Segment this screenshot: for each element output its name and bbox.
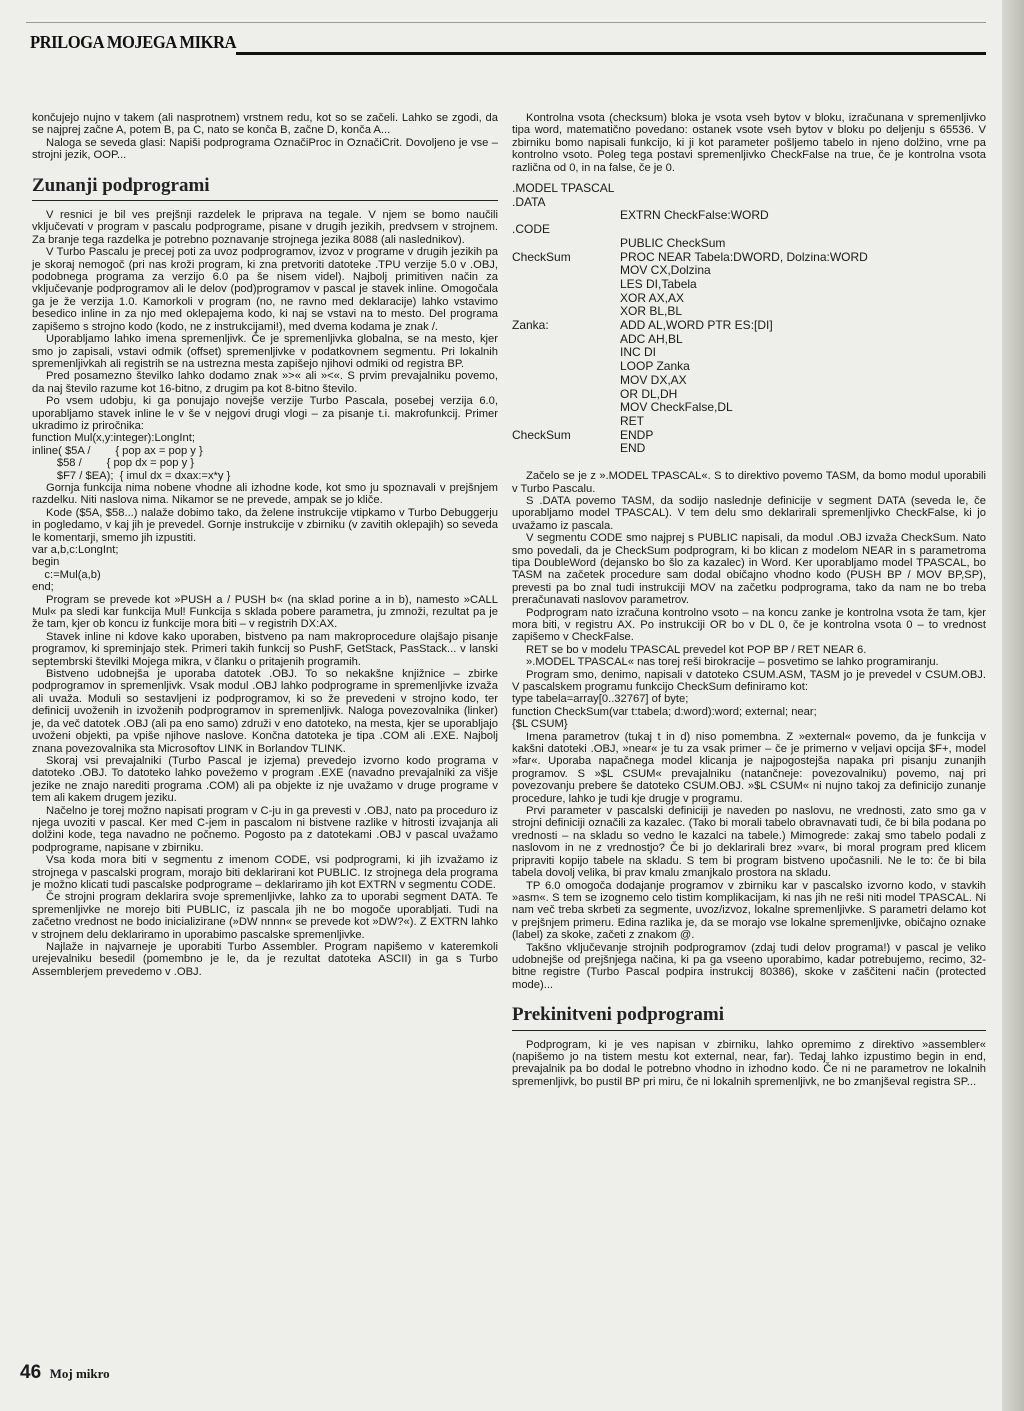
body-paragraph: Najlaže in najvarneje je uporabiti Turbo Assembler. Program napišemo v kateremkoli urejevalniku besedil (pomembno je le, da je rezultat datoteka ASCII) in ga s Turbo Assemblerjem prevedemo v .OBJ. [32, 941, 498, 978]
body-paragraph: Če strojni program deklarira svoje spremenljivke, lahko za to uporabi segment DATA. Te spremenljivke ne morejo biti PUBLIC, iz pascala jih ne bo mogoče uporabljati. Tudi na začetno vrednost ne bodo inicializirane (»DW nnnn« se prevede kot »DW?«). Z EXTRN lahko v strojnem delu deklariramo in uporabimo pascalske spremenljivke. [32, 891, 498, 941]
assembler-listing [512, 182, 986, 456]
asm-label: .CODE [512, 222, 551, 237]
body-paragraph: Imena parametrov (tukaj t in d) niso pomembna. Z »external« povemo, da je funkcija v kakšni datoteki .OBJ, »near« je tu za vsak primer – če je primerno v veljavi opcija $F+, model »far«. Uporaba napačnega model klicanja je najpogostejša napaka pri pisanju zunanjih programov. S »$L CSUM« prevajalniku (natančneje: povezovalniku) povemo, naj pri povezovanju prebere še datoteko CSUM.OBJ. »$L CSUM« ni nujno takoj za definicijo zunanje procedure, lahko je tudi kje drugje v programu. [512, 730, 986, 805]
asm-row [512, 196, 986, 210]
asm-instruction: MOV DX,AX [620, 372, 687, 387]
asm-label [512, 442, 620, 456]
body-paragraph: Skoraj vsi prevajalniki (Turbo Pascal je izjema) prevedejo izvorno kodo programa v datoteko .OBJ. To datoteko lahko povežemo v program .EXE (navadno prevajalniki za višje jezike ne znajo narediti programa .COM) ali pa objekte iz nje uvažamo v druge programe v tem ali kakem drugem jeziku. [32, 754, 498, 805]
asm-label: CheckSum [512, 249, 571, 264]
asm-instruction: PROC NEAR Tabela:DWORD, Dolzina:WORD [620, 249, 868, 264]
body-paragraph: Načelno je torej možno napisati program v C-ju in ga prevesti v .OBJ, nato pa proceduro iz njega uvoziti v pascal. Ker med C-jem in pascalom ni bistvene razlike v hitrosti izvajanja ali dolžini kode, tega navadno ne počnemo. Pogosto pa z datotekami .OBJ v pascal uvažamo podprograme, napisane v zbirniku. [32, 804, 498, 854]
asm-instruction: ADC AH,BL [620, 331, 683, 346]
asm-row [512, 360, 986, 374]
code-line: $58 / { pop dx = pop y } [32, 457, 195, 470]
body-paragraph: Podprogram, ki je ves napisan v zbirniku, lahko opremimo z direktivo »assembler« (napišemo jo na tistem mestu kot external, near, far). Tedaj lahko izpustimo begin in end, prevajalnik pa bo dodal le potrebno vhodno in izhodno kodo. Če ni ne parametrov ne lokalnih spremenljivk, bo pustil BP pri miru, če ni lokalnih spremenljivk, ne bo zmanjševal registra SP... [512, 1038, 986, 1088]
asm-row [512, 209, 986, 223]
asm-label: .DATA [512, 194, 546, 209]
asm-label [512, 237, 620, 251]
body-paragraph: Podprogram nato izračuna kontrolno vsoto – na koncu zanke je kontrolna vsota že tam, kjer mora biti, v registru AX. Po instrukciji OR bo v DL 0, če je kontrolna vsota 0 – to vrednost zapišemo v CheckFalse. [512, 606, 986, 644]
asm-instruction: OR DL,DH [620, 386, 678, 401]
asm-row [512, 305, 986, 319]
page-footer [20, 1362, 110, 1384]
asm-row [512, 429, 986, 443]
asm-label: .MODEL TPASCAL [512, 181, 615, 196]
asm-row [512, 333, 986, 347]
body-paragraph: Prvi parameter v pascalski definiciji je naveden po naslovu, ne vrednosti, zato smo ga v strojni definiciji označili za kazalec. (Tako bi morali tabelo obravnavati tudi, če bi bila podana po vrednosti – na skladu so vedno le kazalci na tabele.) Mimogrede: zakaj smo tabelo podali z naslovom in ne z vrednostjo? Če bi jo deklarirali brez »var«, bi moral program pred klicem pripraviti kopijo tabele na skladu. S tem bi program bistveno upočasnili. Ne le to: če bi bila tabela dovolj velika, bi prav kmalu zmanjkalo prostora na skladu. [512, 805, 986, 880]
asm-instruction: INC DI [620, 345, 656, 360]
asm-label [512, 388, 620, 402]
page-binding-edge [1002, 0, 1024, 1411]
body-paragraph: Kode ($5A, $58...) nalaže dobimo tako, da želene instrukcije vtipkamo v Turbo Debuggerju in pogledamo, v kaj jih je prevedel. Gornje instrukcije v zbirniku (v zavitih oklepajih) so seveda le komentarji, smemo jih izpustiti. [32, 506, 498, 544]
body-paragraph: S .DATA povemo TASM, da sodijo naslednje definicije v segment DATA (seveda le, če uporabljamo model TPASCAL). V tem delu smo deklarirali spremenljivko CheckFalse, ki jo uvažamo iz pascala. [512, 494, 986, 532]
body-paragraph: Pred posamezno številko lahko dodamo znak »>« ali »<«. S prvim prevajalniku povemo, da naj število razume kot 16-bitno, z drugim pa kot 8-bitno število. [32, 370, 498, 395]
body-paragraph: Bistveno udobnejša je uporaba datotek .OBJ. To so nekakšne knjižnice – zbirke podprogramov in spremenljivk. Vsak modul .OBJ lahko podprograme in spremenljivke izvaža ali uvaža. Moduli so sestavljeni iz podprogramov, ki so že prevedeni v strojno kodo, ter definicij uvoženih in izvoženih podprogramov in spremenljivk. Naloga povezovalnika (linker) je, da več datotek .OBJ (ali pa eno samo) združi v eno datoteko, na mesta, kjer se uporabljajo uvoženi objekti, pa vpiše njihove naslove. Končna datoteka je tipa .COM ali .EXE. Najbolj znana povezovalnika sta Microsoftov LINK in Borlandov TLINK. [32, 668, 498, 755]
code-line: c:=Mul(a,b) [32, 568, 101, 581]
code-listing-pascal [512, 693, 986, 730]
body-paragraph: Po vsem udobju, ki ga ponujajo novejše verzije Turbo Pascala, posebej verzija 6.0, uporabljamo stavek inline le v še v nejgovi drugi vlogi – za pisanje t.i. makrofunkcij. Primer ukradimo iz priročnika: [32, 395, 498, 432]
asm-label: Zanka: [512, 318, 549, 333]
asm-label [512, 278, 620, 292]
left-intro-paragraph: Naloga se seveda glasi: Napiši podprograma OznačiProc in OznačiCrit. Dovoljeno je vse – strojni jezik, OOP... [32, 136, 498, 162]
code-line: {$L CSUM} [512, 718, 568, 731]
asm-instruction: MOV CX,Dolzina [620, 263, 711, 278]
code-line: end; [32, 581, 54, 594]
section-title: Prekinitveni podprogrami [512, 1004, 725, 1026]
asm-row [512, 319, 986, 333]
asm-label [512, 360, 620, 374]
asm-instruction: LOOP Zanka [620, 359, 690, 374]
body-paragraph: Vsa koda mora biti v segmentu z imenom CODE, vsi podprogrami, ki jih izvažamo iz strojnega v pascalski program, morajo biti deklarirani kot PUBLIC. Iz strojnega dela programa je možno klicati tudi pascalske podprograme – deklariramo jih kot EXTRN v segmentu CODE. [32, 854, 498, 891]
asm-instruction: XOR AX,AX [620, 290, 685, 305]
asm-instruction: PUBLIC CheckSum [620, 235, 726, 250]
asm-instruction: LES DI,Tabela [620, 276, 697, 291]
asm-row [512, 292, 986, 306]
code-line: var a,b,c:LongInt; [32, 544, 119, 556]
asm-row [512, 415, 986, 429]
header-title: PRILOGA MOJEGA MIKRA [30, 32, 237, 52]
asm-label [512, 305, 620, 319]
section-heading-external [32, 174, 498, 201]
asm-instruction: EXTRN CheckFalse:WORD [620, 208, 769, 223]
left-intro-paragraph: končujejo nujno v takem (ali nasprotnem) vrstnem redu, kot so se začeli. Lahko se zgodi, da se najprej začne A, potem B, pa C, nato se konča B, začne D, konča A... [32, 112, 498, 137]
header-rule [236, 52, 986, 55]
asm-instruction: ADD AL,WORD PTR ES:[DI] [620, 318, 773, 333]
asm-row [512, 346, 986, 360]
asm-row [512, 223, 986, 237]
body-paragraph: V Turbo Pascalu je precej poti za uvoz podprogramov, izvoz v programe v drugih jezikih pa je skoraj nemogoč (pri nas kroži program, ki zna pretvoriti datoteke .TPU verzije 5.0 v .OBJ, podobnega programa za verzijo 6.0 pa še nisem videl). Najbolj primitiven način za vključevanje podprogramov ali le delov (pod)programov v pascal je stavek inline. Omogočala ga je že verzija 1.0. Kamorkoli v program (no, ne ravno med deklaracije) lahko vstavimo besedico inline in za njo med oklepajema kodo, ki naj se vstavi na to mesto. Del programa zapišemo s strojno kodo (kodo, ne z instrukcijami!), med dvema kodama je znak /. [32, 246, 498, 333]
body-paragraph: Program smo, denimo, napisali v datoteko CSUM.ASM, TASM jo je prevedel v CSUM.OBJ. V pascalskem programu funkcijo CheckSum definiramo kot: [512, 668, 986, 693]
right-column [512, 112, 986, 1088]
asm-label [512, 209, 620, 223]
asm-label [512, 292, 620, 306]
body-paragraph: Program se prevede kot »PUSH a / PUSH b« (na sklad porine a in b), namesto »CALL Mul« pa sledi kar funkcija Mul! Funkcija s sklada pobere parametra, ju zmnoži, rezultat pa je že tam, kjer ob koncu iz funkcije mora biti – v registrih DX:AX. [32, 593, 498, 631]
publication-name: Moj mikro [49, 1366, 110, 1381]
body-paragraph: TP 6.0 omogoča dodajanje programov v zbirniku kar v pascalsko izvorno kodo, v stavkih »asm«. S tem se izognemo celo tistim komplikacijam, ki nas jih ne reši niti model TPASCAL. Ni nam več treba skrbeti za segmente, uvoz/izvoz, lokalne spremenljivke. S parametri delamo kot v prejšnjem primeru. Edina razlika je, da se morajo vse lokalne spremenljivke, običajno oznake (label) za skoke, začeti z znakom @. [512, 879, 986, 942]
asm-label [512, 264, 620, 278]
body-paragraph: V resnici je bil ves prejšnji razdelek le priprava na tegale. V njem se bomo naučili vključevati v program v pascalu podprograme, pisane v drugih jezikih, predvsem v strojnem. Za branje tega razdelka je potrebno poznavanje strojnega jezika 8088 (ali naslednikov). [32, 209, 498, 246]
code-line: $F7 / $EA); { imul dx = dxax:=x*y } [32, 469, 231, 482]
asm-instruction: END [620, 441, 646, 456]
asm-instruction [620, 223, 986, 237]
asm-row [512, 278, 986, 292]
asm-instruction: XOR BL,BL [620, 304, 683, 319]
section-title: Zunanji podprogrami [32, 174, 210, 196]
code-line: type tabela=array[0..32767] of byte; [512, 693, 689, 706]
code-line: inline( $5A / { pop ax = pop y } [32, 444, 203, 457]
asm-instruction [620, 182, 986, 196]
body-paragraph: Takšno vključevanje strojnih podprogramov (zdaj tudi delov programa!) v pascal je veliko udobnejše od prejšnjega načina, ki pa ga vseeno uporabimo, kadar potrebujemo, recimo, 32-bitne registre (Turbo Pascal podpira instrukcij 80386), skoke v zaščiteni način (protected mode)... [512, 941, 986, 991]
page-header [26, 22, 986, 62]
asm-label [512, 333, 620, 347]
code-listing-inline [32, 432, 498, 482]
body-paragraph: V segmentu CODE smo najprej s PUBLIC napisali, da modul .OBJ izvaža CheckSum. Nato smo povedali, da je CheckSum podprogram, ki bo klican z modelom NEAR in s parametroma tipa DoubleWord (dejansko bo šlo za kazalec) in Word. Ker uporabljamo model TPASCAL, bo TASM na začetek procedure sam dodal običajno vhodno kodo (PUSH BP / MOV BP,SP), prevesti pa bo znal tudi instrukciji MOV na začetku podprograma, tako da nam ne bo treba preračunavati naslovov parametrov. [512, 532, 986, 607]
right-intro-paragraph: Kontrolna vsota (checksum) bloka je vsota vseh bytov v bloku, izračunana v spremenljivko tipa word, matematično povedano: ostanek vsote vseh bytov v bloku po deljenju s 65536. V zbirniku bomo napisali funkcijo, ki ji kot parameter pošljemo tabelo in njeno dolžino, vrne pa kontrolno vsoto. Poleg tega postavi spremenljivko CheckFalse na true, če je kontrolna vsota različna od 0, in na false, če je 0. [512, 112, 986, 174]
left-column [32, 112, 498, 978]
asm-label [512, 415, 620, 429]
code-line: function CheckSum(var t:tabela; d:word):word; external; near; [512, 705, 817, 718]
body-paragraph: RET se bo v modelu TPASCAL prevedel kot POP BP / RET NEAR 6. [526, 643, 867, 656]
asm-row [512, 442, 986, 456]
asm-row [512, 251, 986, 265]
asm-label [512, 346, 620, 360]
section-heading-interrupt [512, 1004, 986, 1030]
code-listing-mul [32, 544, 498, 594]
asm-row [512, 182, 986, 196]
code-line: begin [32, 556, 60, 569]
asm-row [512, 237, 986, 251]
asm-label [512, 374, 620, 388]
page-number: 46 [20, 1362, 42, 1383]
asm-row [512, 401, 986, 415]
body-paragraph: Stavek inline ni kdove kako uporaben, bistveno pa nam makroprocedure olajšajo pisanje programov, ki spreminjajo stek. Primeri takih funkcij so PushF, GetStack, PasStack... v lanski septembrski številki Mojega mikra, v članku o pritajenih programih. [32, 630, 498, 668]
body-paragraph: ».MODEL TPASCAL« nas torej reši birokracije – posvetimo se lahko programiranju. [526, 656, 939, 669]
asm-instruction: RET [620, 413, 644, 428]
body-paragraph: Začelo se je z ».MODEL TPASCAL«. S to direktivo povemo TASM, da bomo modul uporabili v Turbo Pascalu. [512, 470, 986, 495]
asm-label: CheckSum [512, 427, 571, 442]
asm-instruction: ENDP [620, 427, 654, 442]
asm-row [512, 388, 986, 402]
body-paragraph: Uporabljamo lahko imena spremenljivk. Če je spremenljivka globalna, se na mesto, kjer smo jo zapisali, vstavi odmik (offset) spremenljivke v podatkovnem segmentu. Pri lokalnih spremenljivkah ali registrih se na ustrezna mesta zapišejo njihovi odmiki od registra BP. [32, 333, 498, 370]
asm-row [512, 374, 986, 388]
body-paragraph: Gornja funkcija nima nobene vhodne ali izhodne kode, kot smo ju spoznavali v prejšnjem razdelku. Niti naslova nima. Nikamor se ne prevede, ampak se jo kliče. [32, 481, 498, 507]
header-top-rule [26, 22, 986, 23]
code-line: function Mul(x,y:integer):LongInt; [32, 432, 195, 445]
asm-label [512, 401, 620, 415]
asm-instruction [620, 196, 986, 210]
asm-instruction: MOV CheckFalse,DL [620, 400, 733, 415]
asm-row [512, 264, 986, 278]
